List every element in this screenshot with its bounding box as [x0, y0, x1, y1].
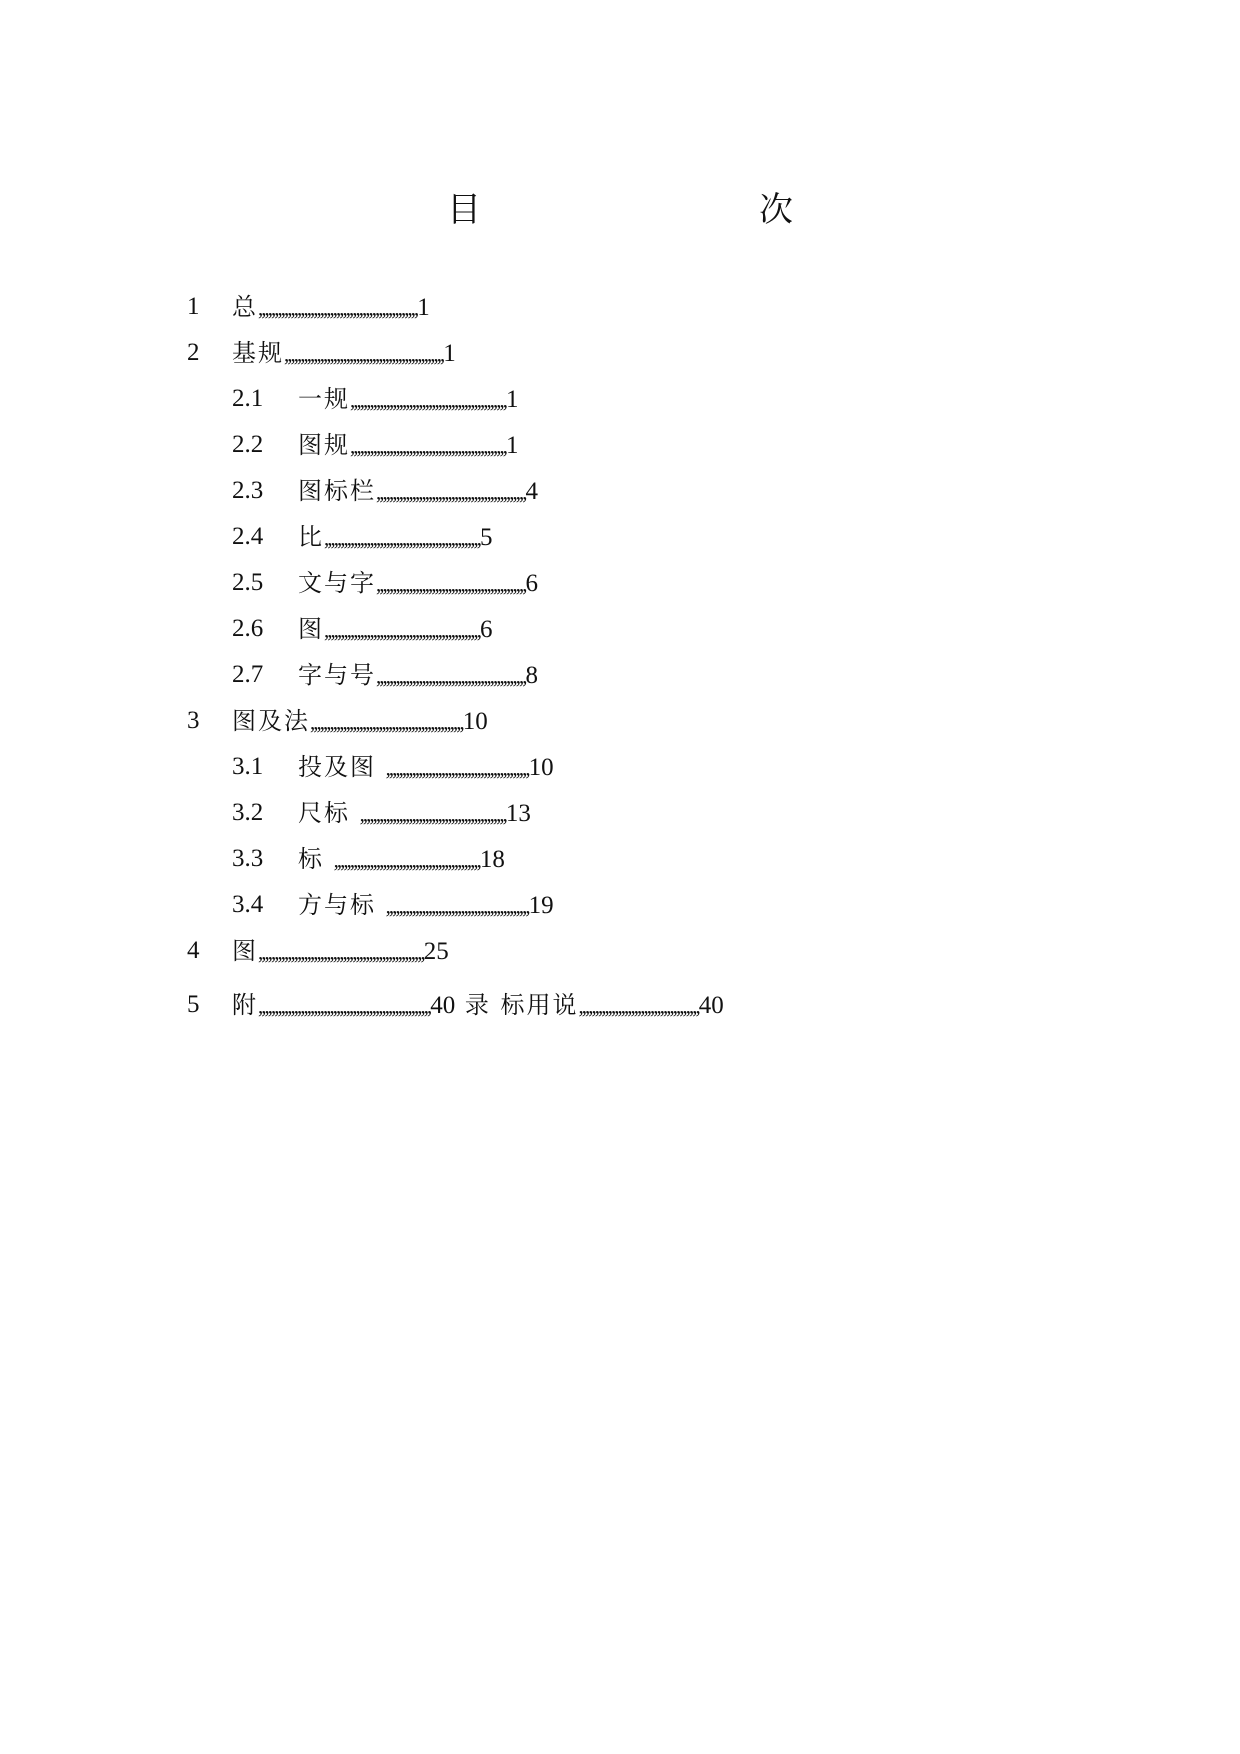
- toc-entry[interactable]: [0, 330, 1240, 376]
- toc-entry-title: 图标栏: [298, 477, 376, 505]
- toc-entry-number: 3: [187, 707, 200, 734]
- toc-entry-number: 2.7: [232, 661, 264, 688]
- toc-entry-leader: ,,,,,,,,,,,,,,,,,,,,,,,,,,,,,,,,,,,,,,,,,,,,,,,,: [324, 526, 480, 550]
- toc-entry-leader: ,,,,,,,,,,,,,,,,,,,,,,,,,,,,,,,,,,,,,,,,,,,,,,,: [310, 710, 463, 734]
- toc-entry-page: 6: [480, 616, 493, 643]
- toc-entry-number: 2.5: [232, 569, 264, 596]
- toc-entry-title: 标: [298, 845, 334, 873]
- toc-entry-page: 10: [528, 754, 554, 781]
- toc-entry-extra-leader: ,,,,,,,,,,,,,,,,,,,,,,,,,,,,,,,,,,,,,: [578, 994, 699, 1018]
- toc-entry-leader: ,,,,,,,,,,,,,,,,,,,,,,,,,,,,,,,,,,,,,,,,,,,,,,: [376, 664, 526, 688]
- toc-entry-leader: ,,,,,,,,,,,,,,,,,,,,,,,,,,,,,,,,,,,,,,,,,,,,,,,,,: [258, 296, 418, 320]
- toc-entry-leader: ,,,,,,,,,,,,,,,,,,,,,,,,,,,,,,,,,,,,,,,,,,,,,,,,,,,: [258, 940, 424, 964]
- toc-entry-title: 投及图: [298, 753, 386, 781]
- toc-entry-page: 18: [479, 846, 505, 873]
- toc-entry-title: 基规: [232, 339, 284, 367]
- toc-entry-title: 附: [232, 991, 258, 1019]
- toc-entry-title: 图: [298, 615, 324, 643]
- toc-entry-page: 1: [443, 340, 456, 367]
- toc-entry-title: 图: [232, 937, 258, 965]
- toc-entry-leader: ,,,,,,,,,,,,,,,,,,,,,,,,,,,,,,,,,,,,,,,,,,,,: [385, 756, 529, 780]
- toc-entry-number: 3.1: [232, 753, 264, 780]
- toc-entry[interactable]: [0, 468, 1240, 514]
- toc-entry[interactable]: [0, 982, 1240, 1028]
- toc-entry-page: 6: [525, 570, 538, 597]
- toc-entry-title: 图规: [298, 431, 350, 459]
- toc-entry-title: 字与号: [298, 661, 376, 689]
- toc-entry-page: 10: [462, 708, 488, 735]
- toc-entry-number: 2.6: [232, 615, 264, 642]
- toc-entry-leader: ,,,,,,,,,,,,,,,,,,,,,,,,,,,,,,,,,,,,,,,,,,,,,,,,: [324, 618, 480, 642]
- toc-entry-leader: ,,,,,,,,,,,,,,,,,,,,,,,,,,,,,,,,,,,,,,,,,,,,,,,,: [350, 434, 506, 458]
- toc-entry-number: 4: [187, 937, 200, 964]
- toc-entry-number: 2.2: [232, 431, 264, 458]
- toc-entry-extra-page: 40: [698, 992, 724, 1019]
- toc-entry-number: 2: [187, 339, 200, 366]
- toc-entry[interactable]: [0, 928, 1240, 974]
- toc-entry-extra-title: 录 标用说: [455, 991, 579, 1019]
- toc-entry-number: 3.4: [232, 891, 264, 918]
- toc-entry-number: 3.2: [232, 799, 264, 826]
- toc-entry-page: 4: [525, 478, 538, 505]
- toc-entry[interactable]: [0, 744, 1240, 790]
- toc-entry-leader: ,,,,,,,,,,,,,,,,,,,,,,,,,,,,,,,,,,,,,,,,,,,,,,: [376, 480, 526, 504]
- toc-entry[interactable]: [0, 790, 1240, 836]
- toc-entry[interactable]: [0, 560, 1240, 606]
- toc-entry-title: 图及法: [232, 707, 310, 735]
- table-of-contents: [0, 284, 1240, 1028]
- toc-entry-page: 13: [505, 800, 531, 827]
- toc-entry-number: 2.3: [232, 477, 264, 504]
- toc-entry-leader: ,,,,,,,,,,,,,,,,,,,,,,,,,,,,,,,,,,,,,,,,,,,,,,: [376, 572, 526, 596]
- toc-entry-title: 方与标: [298, 891, 386, 919]
- toc-entry-title: 文与字: [298, 569, 376, 597]
- toc-entry[interactable]: [0, 376, 1240, 422]
- page-title: 目 次: [447, 190, 863, 230]
- toc-entry[interactable]: [0, 882, 1240, 928]
- toc-entry[interactable]: [0, 606, 1240, 652]
- toc-entry-page: 19: [528, 892, 554, 919]
- toc-entry-number: 3.3: [232, 845, 264, 872]
- toc-entry-title: 比: [298, 523, 324, 551]
- toc-entry-page: 1: [506, 432, 519, 459]
- toc-entry[interactable]: [0, 836, 1240, 882]
- toc-entry-page: 1: [417, 294, 430, 321]
- toc-entry[interactable]: [0, 652, 1240, 698]
- toc-entry-title: 尺标: [298, 799, 360, 827]
- toc-entry[interactable]: [0, 514, 1240, 560]
- toc-entry-leader: ,,,,,,,,,,,,,,,,,,,,,,,,,,,,,,,,,,,,,,,,,,,,,: [333, 848, 480, 872]
- toc-entry-page: 25: [423, 938, 449, 965]
- toc-entry-number: 2.1: [232, 385, 264, 412]
- toc-entry[interactable]: [0, 284, 1240, 330]
- toc-entry-title: 一规: [298, 385, 350, 413]
- toc-entry-page: 1: [506, 386, 519, 413]
- toc-entry-leader: ,,,,,,,,,,,,,,,,,,,,,,,,,,,,,,,,,,,,,,,,,,,,,,,,,,,,,: [258, 994, 431, 1018]
- toc-entry-leader: ,,,,,,,,,,,,,,,,,,,,,,,,,,,,,,,,,,,,,,,,,,,,,,,,,: [284, 342, 444, 366]
- toc-entry-number: 1: [187, 293, 200, 320]
- toc-entry-leader: ,,,,,,,,,,,,,,,,,,,,,,,,,,,,,,,,,,,,,,,,,,,,: [385, 894, 529, 918]
- toc-entry[interactable]: [0, 422, 1240, 468]
- toc-entry-number: 2.4: [232, 523, 264, 550]
- toc-entry-page: 5: [480, 524, 493, 551]
- toc-entry-title: 总: [232, 293, 258, 321]
- toc-entry-page: 8: [525, 662, 538, 689]
- toc-entry-leader: ,,,,,,,,,,,,,,,,,,,,,,,,,,,,,,,,,,,,,,,,,,,,,,,,: [350, 388, 506, 412]
- toc-entry[interactable]: [0, 698, 1240, 744]
- toc-entry-leader: ,,,,,,,,,,,,,,,,,,,,,,,,,,,,,,,,,,,,,,,,,,,,,: [359, 802, 506, 826]
- toc-entry-page: 40: [430, 992, 456, 1019]
- toc-entry-number: 5: [187, 991, 200, 1018]
